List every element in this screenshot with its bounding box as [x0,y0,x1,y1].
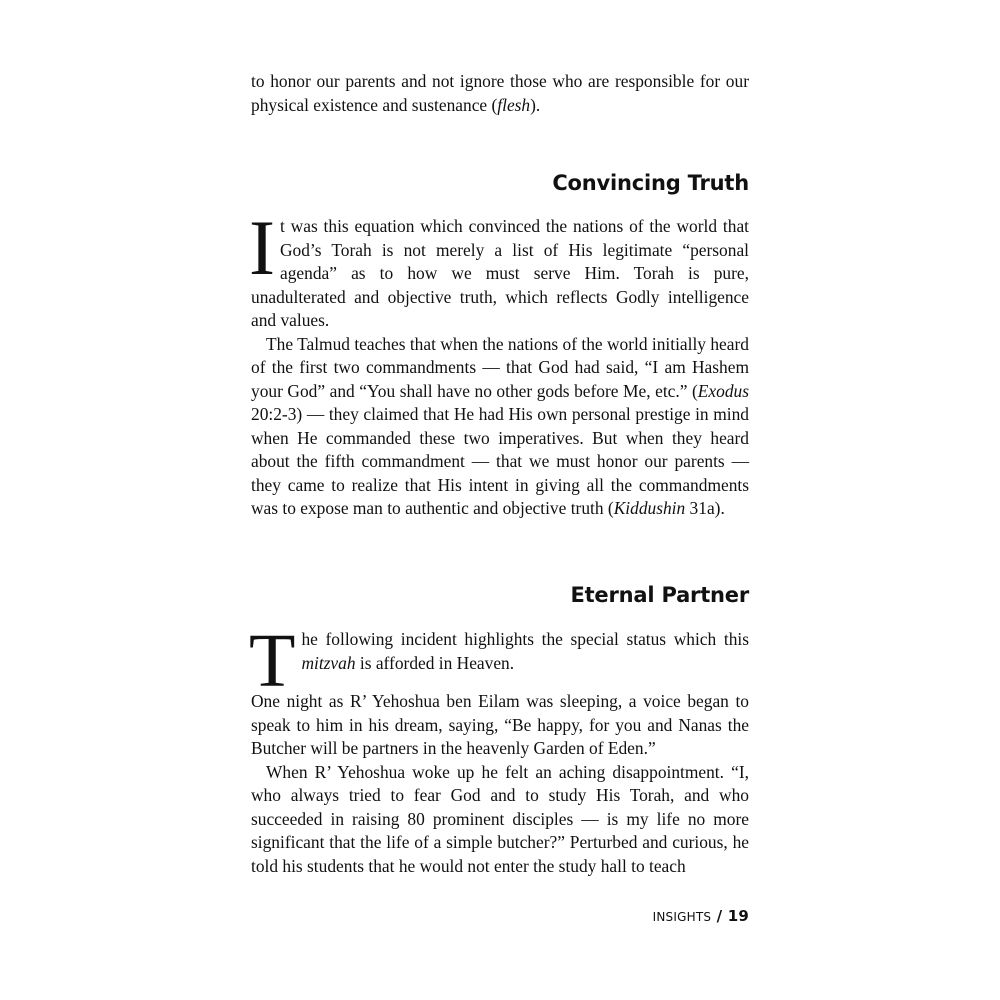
italic-term: flesh [497,94,531,115]
paragraph: When R’ Yehoshua woke up he felt an aching disappointment. “I, who always tried to fear God and to study His Torah, and who succeeded in raising 80 prominent disciples — is my life no more significant that the life of a simple butcher?” Perturbed and curious, he told his students that he would not enter the study hall to teach [251,761,749,876]
continuation-paragraph [251,70,749,117]
paragraph [251,333,749,521]
drop-cap: T [249,619,296,703]
paragraph-text: 20:2-3) — they claimed that He had His own personal prestige in mind when He commanded these two imperatives. But when they heard about the fifth commandment — that we must honor our parents — they came to realize that His intent in giving all the commandments was to expose man to authentic and objective truth ( [251,404,749,518]
paragraph: One night as R’ Yehoshua ben Eilam was sleeping, a voice began to speak to him in his dream, saying, “Be happy, for you and Nanas the Butcher will be partners in the heavenly Garden of Eden.” [251,691,749,758]
section-heading: Convincing Truth [552,171,749,195]
page-number: 19 [727,907,749,925]
section-body [249,619,749,878]
paragraph-text: 31a). [685,498,725,518]
italic-term: Kiddushin [613,498,686,518]
section-body [249,204,749,521]
italic-term: Exodus [697,380,749,401]
running-head: INSIGHTS [652,910,712,924]
italic-term: mitzvah [301,652,356,673]
paragraph-text: he following incident highlights the special status which this [301,629,749,649]
footer-separator: / [711,907,728,925]
paragraph [249,619,749,703]
drop-cap: I [249,204,275,291]
paragraph [251,70,749,117]
paragraph-text: t was this equation which convinced the nations of the world that God’s Torah is not merely a list of His legitimate “personal agenda” as to how we must serve Him. Torah is pure, unadulterated and objective truth, which reflects Godly intelligence and values. [251,216,749,330]
paragraph-text: to honor our parents and not ignore those who are responsible for our physical existence and sustenance ( [251,71,749,115]
page-footer [653,907,749,925]
section-heading: Eternal Partner [570,583,749,607]
paragraph-text: is afforded in Heaven. [355,652,515,673]
paragraph [249,204,749,333]
paragraph-text: The Talmud teaches that when the nations of the world initially heard of the first two commandments — that God had said, “I am Hashem your God” and “You shall have no other gods before Me, etc.” ( [251,333,749,401]
paragraph-text: ). [530,94,541,115]
